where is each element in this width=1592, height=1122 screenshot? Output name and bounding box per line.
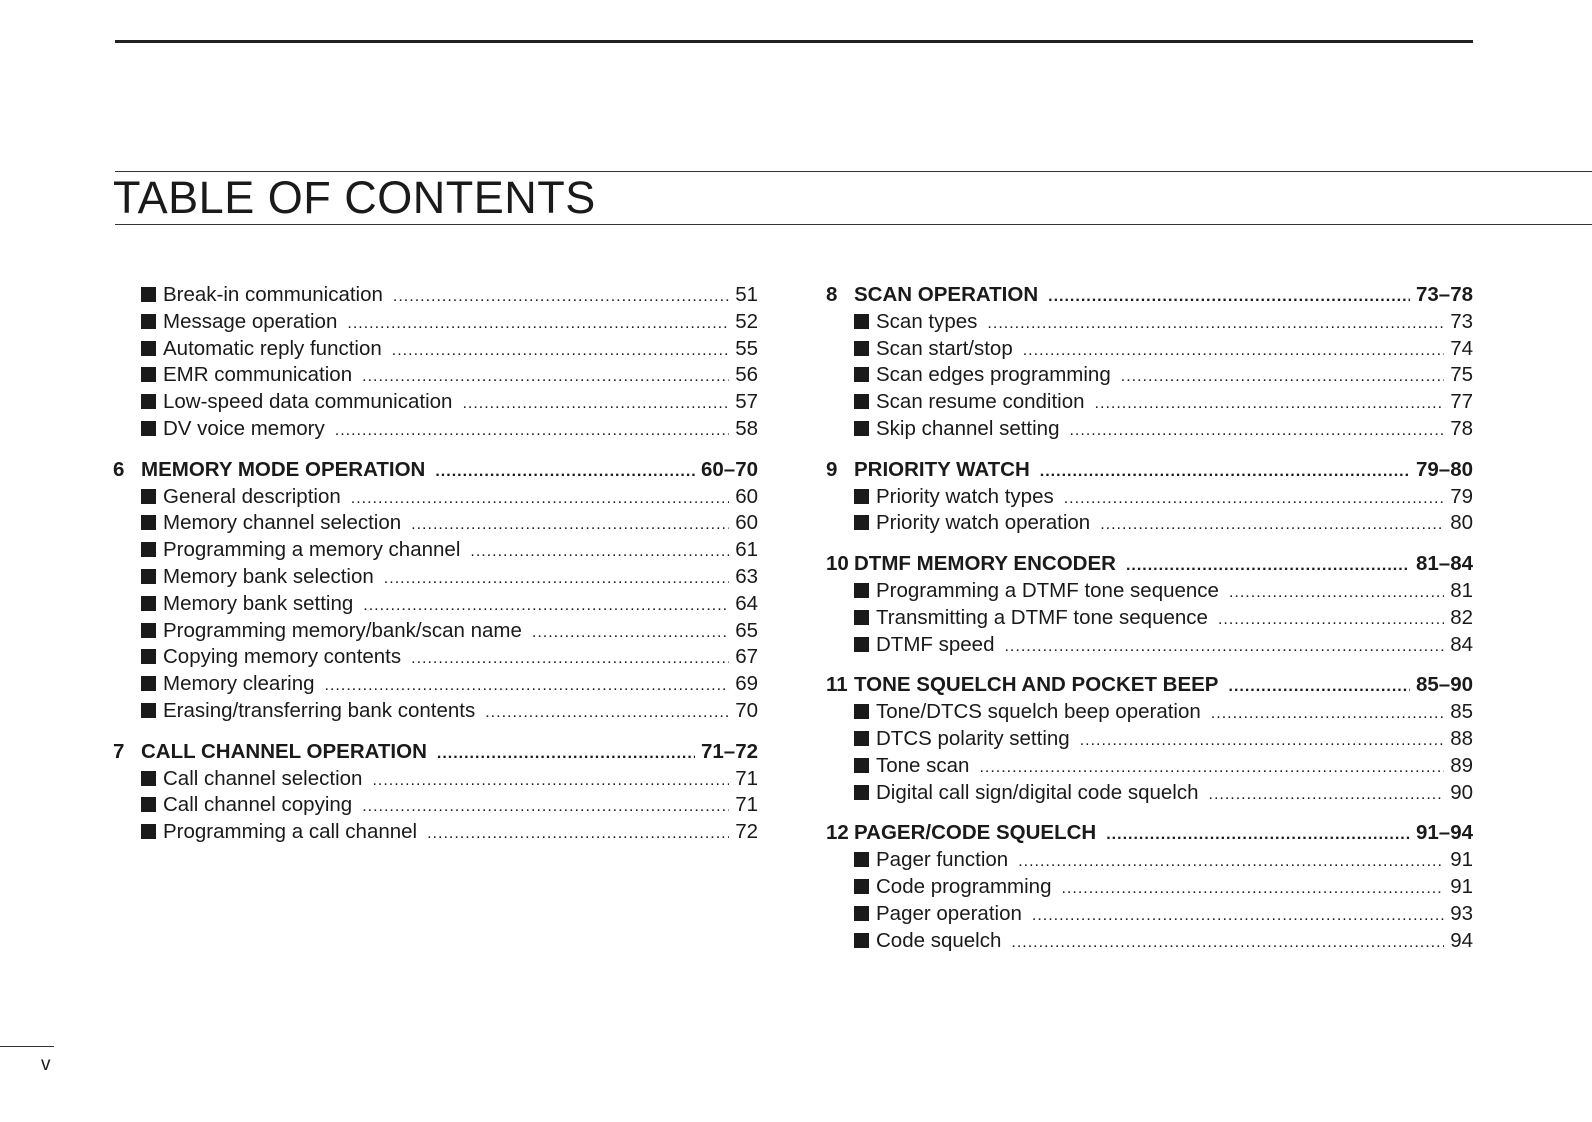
dot-leader — [362, 364, 729, 391]
square-bullet-icon — [854, 906, 869, 921]
toc-chapter-heading[interactable] — [826, 672, 1473, 699]
entry-label: Automatic reply function — [163, 336, 382, 360]
entry-page-number: 81 — [1450, 578, 1473, 602]
entry-label: Tone scan — [876, 753, 970, 777]
entry-page-number: 51 — [735, 283, 758, 306]
toc-section-continued — [113, 282, 758, 443]
toc-entry[interactable] — [113, 792, 758, 819]
toc-entry[interactable] — [826, 874, 1473, 901]
dot-leader — [1064, 486, 1444, 513]
dot-leader — [427, 821, 729, 848]
entry-page-number: 79 — [1450, 484, 1473, 508]
entry-page-number: 71 — [735, 793, 758, 817]
dot-leader — [1229, 580, 1444, 607]
dot-leader — [411, 646, 729, 673]
entry-label: Pager operation — [876, 901, 1022, 925]
toc-entry[interactable] — [113, 671, 758, 698]
dot-leader — [987, 311, 1444, 338]
square-bullet-icon — [854, 879, 869, 894]
entry-page-number: 69 — [735, 672, 758, 696]
toc-chapter-heading[interactable] — [826, 551, 1473, 578]
dot-leader — [1011, 930, 1444, 957]
square-bullet-icon — [141, 489, 156, 504]
toc-left-column — [113, 282, 758, 860]
toc-entry[interactable] — [826, 510, 1473, 537]
toc-entry[interactable] — [826, 928, 1473, 955]
dot-leader — [1048, 284, 1410, 311]
entry-page-number: 85 — [1450, 700, 1473, 724]
toc-entry[interactable] — [826, 389, 1473, 416]
entry-label: Programming a call channel — [163, 820, 418, 844]
entry-page-number: 88 — [1450, 726, 1473, 750]
square-bullet-icon — [141, 367, 156, 382]
chapter-page-range: 73–78 — [1415, 283, 1473, 306]
dot-leader — [1126, 553, 1410, 580]
entry-label: Copying memory contents — [163, 645, 402, 669]
entry-page-number: 58 — [735, 416, 758, 440]
chapter-number: 12 — [826, 821, 849, 845]
chapter-number: 7 — [113, 739, 125, 763]
dot-leader — [1023, 338, 1444, 365]
entry-page-number: 67 — [735, 645, 758, 669]
dot-leader — [1100, 512, 1444, 539]
toc-chapter-heading[interactable] — [826, 282, 1473, 309]
dot-leader — [470, 539, 729, 566]
entry-label: Transmitting a DTMF tone sequence — [876, 605, 1208, 629]
entry-label: Code squelch — [876, 928, 1002, 952]
entry-label: Call channel selection — [163, 766, 363, 790]
square-bullet-icon — [141, 649, 156, 664]
square-bullet-icon — [854, 583, 869, 598]
square-bullet-icon — [141, 287, 156, 302]
chapter-page-range: 71–72 — [700, 739, 758, 763]
dot-leader — [1018, 849, 1444, 876]
toc-entry[interactable] — [113, 510, 758, 537]
chapter-title: DTMF MEMORY ENCODER — [854, 552, 1116, 576]
toc-entry[interactable] — [113, 336, 758, 363]
dot-leader — [532, 620, 729, 647]
square-bullet-icon — [854, 731, 869, 746]
entry-label: Message operation — [163, 309, 338, 333]
entry-page-number: 55 — [735, 336, 758, 360]
toc-entry[interactable] — [826, 847, 1473, 874]
toc-chapter-heading[interactable] — [113, 457, 758, 484]
square-bullet-icon — [141, 797, 156, 812]
toc-entry[interactable] — [826, 484, 1473, 511]
toc-chapter-heading[interactable] — [826, 457, 1473, 484]
toc-entry[interactable] — [826, 578, 1473, 605]
entry-page-number: 78 — [1450, 416, 1473, 440]
dot-leader — [384, 566, 729, 593]
dot-leader — [1095, 391, 1445, 418]
toc-right-column — [826, 282, 1473, 968]
title-rule-bottom — [115, 224, 1592, 225]
toc-entry[interactable] — [113, 819, 758, 846]
entry-page-number: 77 — [1450, 390, 1473, 414]
entry-label: Scan start/stop — [876, 336, 1013, 360]
dot-leader — [372, 768, 729, 795]
square-bullet-icon — [854, 394, 869, 409]
entry-label: Pager function — [876, 848, 1009, 872]
entry-label: Programming memory/bank/scan name — [163, 618, 522, 642]
square-bullet-icon — [854, 421, 869, 436]
dot-leader — [1004, 634, 1444, 661]
square-bullet-icon — [141, 771, 156, 786]
dot-leader — [1032, 903, 1444, 930]
entry-page-number: 84 — [1450, 632, 1473, 656]
entry-page-number: 93 — [1450, 901, 1473, 925]
entry-label: DTMF speed — [876, 632, 995, 656]
square-bullet-icon — [854, 704, 869, 719]
entry-label: Code programming — [876, 874, 1052, 898]
chapter-number: 11 — [826, 673, 848, 697]
entry-label: Memory bank selection — [163, 564, 374, 588]
dot-leader — [362, 794, 729, 821]
dot-leader — [979, 755, 1444, 782]
dot-leader — [462, 391, 729, 418]
dot-leader — [335, 418, 729, 445]
chapter-page-range: 81–84 — [1415, 552, 1473, 576]
square-bullet-icon — [854, 367, 869, 382]
dot-leader — [411, 512, 729, 539]
dot-leader — [1061, 876, 1444, 903]
entry-page-number: 91 — [1450, 848, 1473, 872]
chapter-number: 6 — [113, 457, 125, 481]
toc-section — [826, 672, 1473, 806]
square-bullet-icon — [854, 341, 869, 356]
entry-label: Scan resume condition — [876, 390, 1085, 414]
square-bullet-icon — [141, 421, 156, 436]
chapter-title: SCAN OPERATION — [854, 283, 1039, 306]
toc-entry[interactable] — [826, 309, 1473, 336]
toc-entry[interactable] — [826, 362, 1473, 389]
chapter-number: 10 — [826, 552, 849, 576]
entry-label: Skip channel setting — [876, 416, 1060, 440]
entry-page-number: 73 — [1450, 309, 1473, 333]
chapter-title: MEMORY MODE OPERATION — [141, 457, 426, 481]
chapter-page-range: 60–70 — [700, 457, 758, 481]
dot-leader — [1121, 364, 1444, 391]
square-bullet-icon — [854, 610, 869, 625]
dot-leader — [347, 311, 729, 338]
square-bullet-icon — [854, 933, 869, 948]
dot-leader — [325, 673, 730, 700]
square-bullet-icon — [854, 314, 869, 329]
square-bullet-icon — [854, 785, 869, 800]
entry-page-number: 75 — [1450, 363, 1473, 387]
entry-label: Break-in communication — [163, 283, 383, 306]
dot-leader — [1069, 418, 1444, 445]
toc-entry[interactable] — [826, 605, 1473, 632]
toc-section — [113, 739, 758, 846]
entry-label: Programming a DTMF tone sequence — [876, 578, 1219, 602]
dot-leader — [1080, 728, 1445, 755]
entry-label: Memory clearing — [163, 672, 315, 696]
square-bullet-icon — [141, 623, 156, 638]
entry-label: Programming a memory channel — [163, 538, 461, 562]
square-bullet-icon — [141, 394, 156, 409]
entry-page-number: 94 — [1450, 928, 1473, 952]
toc-entry[interactable] — [113, 484, 758, 511]
chapter-title: PAGER/CODE SQUELCH — [854, 821, 1097, 845]
entry-label: Scan edges programming — [876, 363, 1111, 387]
chapter-page-range: 85–90 — [1415, 673, 1473, 697]
toc-entry[interactable] — [826, 632, 1473, 659]
square-bullet-icon — [854, 758, 869, 773]
entry-page-number: 64 — [735, 591, 758, 615]
square-bullet-icon — [141, 515, 156, 530]
entry-page-number: 91 — [1450, 874, 1473, 898]
toc-section — [826, 820, 1473, 954]
footer-rule — [0, 1046, 54, 1047]
toc-entry[interactable] — [113, 416, 758, 443]
chapter-page-range: 79–80 — [1415, 457, 1473, 481]
square-bullet-icon — [141, 824, 156, 839]
toc-entry[interactable] — [826, 753, 1473, 780]
square-bullet-icon — [854, 489, 869, 504]
square-bullet-icon — [141, 569, 156, 584]
header-rule — [115, 40, 1473, 43]
chapter-title: PRIORITY WATCH — [854, 457, 1030, 481]
square-bullet-icon — [854, 515, 869, 530]
toc-entry[interactable] — [826, 726, 1473, 753]
square-bullet-icon — [854, 637, 869, 652]
entry-label: Erasing/transferring bank contents — [163, 698, 476, 722]
chapter-number: 9 — [826, 457, 838, 481]
square-bullet-icon — [141, 542, 156, 557]
toc-entry[interactable] — [826, 416, 1473, 443]
dot-leader — [363, 593, 729, 620]
entry-label: Memory channel selection — [163, 511, 402, 535]
entry-page-number: 89 — [1450, 753, 1473, 777]
dot-leader — [392, 338, 729, 365]
chapter-title: TONE SQUELCH AND POCKET BEEP — [854, 673, 1219, 697]
toc-section — [826, 282, 1473, 443]
entry-page-number: 65 — [735, 618, 758, 642]
entry-label: DTCS polarity setting — [876, 726, 1070, 750]
square-bullet-icon — [141, 314, 156, 329]
chapter-title: CALL CHANNEL OPERATION — [141, 739, 427, 763]
chapter-page-range: 91–94 — [1415, 821, 1473, 845]
entry-label: Call channel copying — [163, 793, 353, 817]
toc-entry[interactable] — [113, 537, 758, 564]
entry-label: EMR communication — [163, 363, 353, 387]
entry-page-number: 52 — [735, 309, 758, 333]
entry-label: Priority watch types — [876, 484, 1054, 508]
entry-page-number: 61 — [735, 538, 758, 562]
dot-leader — [1218, 607, 1444, 634]
toc-section — [826, 457, 1473, 537]
toc-entry[interactable] — [826, 336, 1473, 363]
entry-page-number: 82 — [1450, 605, 1473, 629]
dot-leader — [485, 700, 729, 727]
square-bullet-icon — [854, 852, 869, 867]
entry-label: DV voice memory — [163, 416, 325, 440]
entry-page-number: 74 — [1450, 336, 1473, 360]
entry-label: General description — [163, 484, 341, 508]
entry-page-number: 56 — [735, 363, 758, 387]
toc-entry[interactable] — [113, 309, 758, 336]
toc-entry[interactable] — [826, 901, 1473, 928]
dot-leader — [393, 284, 729, 311]
dot-leader — [1040, 459, 1410, 486]
toc-entry[interactable] — [113, 644, 758, 671]
entry-page-number: 70 — [735, 698, 758, 722]
toc-entry[interactable] — [113, 564, 758, 591]
entry-page-number: 80 — [1450, 511, 1473, 535]
entry-page-number: 60 — [735, 484, 758, 508]
entry-page-number: 90 — [1450, 780, 1473, 804]
dot-leader — [1106, 822, 1410, 849]
entry-page-number: 63 — [735, 564, 758, 588]
entry-page-number: 72 — [735, 820, 758, 844]
toc-entry[interactable] — [113, 618, 758, 645]
entry-label: Low-speed data communication — [163, 390, 453, 414]
entry-label: Digital call sign/digital code squelch — [876, 780, 1199, 804]
dot-leader — [435, 459, 695, 486]
square-bullet-icon — [141, 703, 156, 718]
toc-entry[interactable] — [113, 389, 758, 416]
entry-page-number: 57 — [735, 390, 758, 414]
square-bullet-icon — [141, 676, 156, 691]
toc-entry[interactable] — [826, 780, 1473, 807]
entry-label: Tone/DTCS squelch beep operation — [876, 700, 1201, 724]
square-bullet-icon — [141, 341, 156, 356]
page-number: v — [41, 1054, 51, 1075]
toc-chapter-heading[interactable] — [826, 820, 1473, 847]
toc-entry[interactable] — [113, 362, 758, 389]
dot-leader — [437, 741, 695, 768]
toc-entry[interactable] — [113, 591, 758, 618]
entry-label: Scan types — [876, 309, 978, 333]
dot-leader — [1211, 701, 1444, 728]
dot-leader — [1209, 782, 1445, 809]
toc-entry[interactable] — [113, 698, 758, 725]
toc-section — [826, 551, 1473, 658]
dot-leader — [1229, 674, 1410, 701]
entry-label: Priority watch operation — [876, 511, 1091, 535]
toc-entry[interactable] — [113, 766, 758, 793]
page-title: TABLE OF CONTENTS — [113, 172, 596, 223]
chapter-number: 8 — [826, 283, 838, 306]
entry-page-number: 71 — [735, 766, 758, 790]
square-bullet-icon — [141, 596, 156, 611]
toc-entry[interactable] — [826, 699, 1473, 726]
dot-leader — [351, 486, 729, 513]
entry-page-number: 60 — [735, 511, 758, 535]
entry-label: Memory bank setting — [163, 591, 354, 615]
toc-entry[interactable] — [113, 282, 758, 309]
toc-section — [113, 457, 758, 725]
toc-chapter-heading[interactable] — [113, 739, 758, 766]
